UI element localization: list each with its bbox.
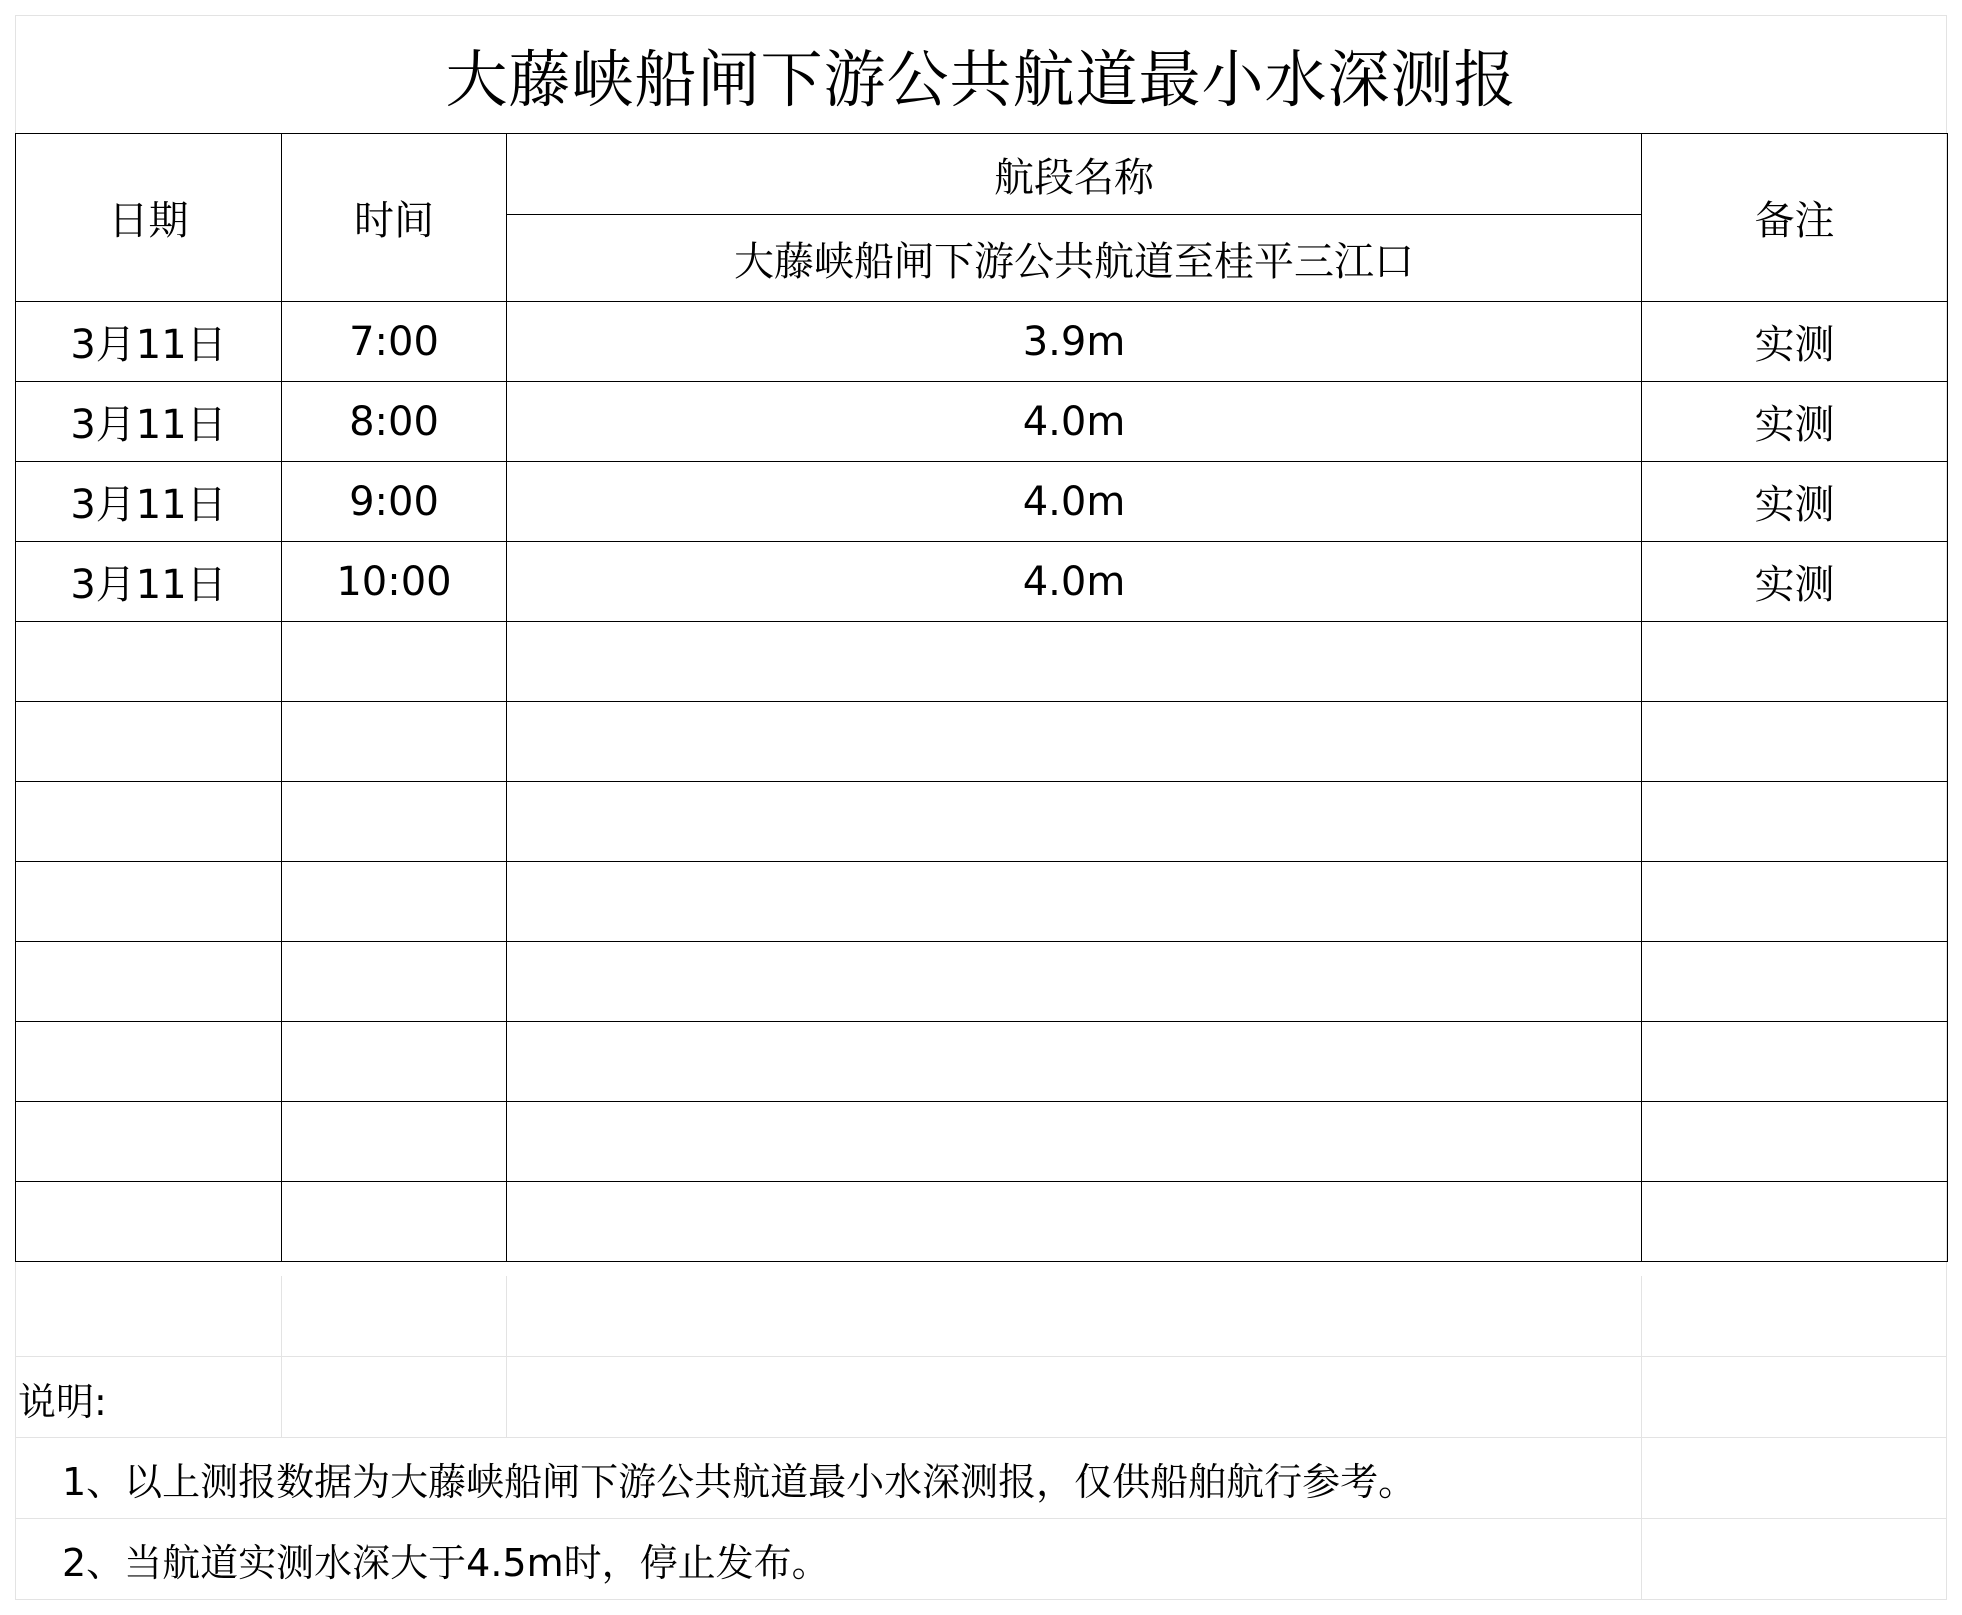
remark-cell	[1642, 702, 1948, 782]
time-cell	[282, 862, 507, 942]
time-cell	[282, 1102, 507, 1182]
remark-cell	[1642, 1182, 1948, 1262]
time-cell	[282, 782, 507, 862]
date-cell	[16, 702, 282, 782]
table-row	[16, 942, 1948, 1022]
remark-cell	[1642, 862, 1948, 942]
date-cell	[16, 1182, 282, 1262]
remark-cell: 实测	[1642, 382, 1948, 462]
date-cell: 3月11日	[16, 542, 282, 622]
header-segment-name: 大藤峡船闸下游公共航道至桂平三江口	[507, 215, 1642, 302]
date-cell	[16, 862, 282, 942]
depth-cell	[507, 782, 1642, 862]
date-cell	[16, 1022, 282, 1102]
table-row	[16, 622, 1948, 702]
remark-cell	[1642, 1102, 1948, 1182]
time-cell: 9:00	[282, 462, 507, 542]
table-row	[16, 702, 1948, 782]
depth-cell: 4.0m	[507, 382, 1642, 462]
date-cell: 3月11日	[16, 302, 282, 382]
remark-cell: 实测	[1642, 302, 1948, 382]
date-cell: 3月11日	[16, 382, 282, 462]
remark-cell	[1642, 942, 1948, 1022]
time-cell: 8:00	[282, 382, 507, 462]
table-row	[16, 862, 1948, 942]
time-cell	[282, 942, 507, 1022]
time-cell: 10:00	[282, 542, 507, 622]
header-time: 时间	[282, 134, 507, 302]
date-cell	[16, 942, 282, 1022]
gridline	[15, 1356, 1947, 1357]
notes-heading: 说明:	[18, 1379, 107, 1424]
date-cell: 3月11日	[16, 462, 282, 542]
note-item-1: 1、以上测报数据为大藤峡船闸下游公共航道最小水深测报，仅供船舶航行参考。	[62, 1459, 1417, 1504]
date-cell	[16, 782, 282, 862]
remark-cell: 实测	[1642, 462, 1948, 542]
time-cell	[282, 1022, 507, 1102]
depth-cell	[507, 622, 1642, 702]
header-remark: 备注	[1642, 134, 1948, 302]
depth-cell	[507, 1102, 1642, 1182]
table-row	[16, 382, 1948, 462]
remark-cell	[1642, 622, 1948, 702]
table-row	[16, 1022, 1948, 1102]
gridline	[1641, 1276, 1642, 1600]
depth-cell	[507, 1182, 1642, 1262]
date-cell	[16, 622, 282, 702]
table-row	[16, 302, 1948, 382]
remark-cell	[1642, 782, 1948, 862]
table-row	[16, 1102, 1948, 1182]
depth-cell	[507, 702, 1642, 782]
depth-report-table	[15, 133, 1948, 1262]
table-row	[16, 462, 1948, 542]
depth-cell: 4.0m	[507, 462, 1642, 542]
remark-cell	[1642, 1022, 1948, 1102]
depth-cell: 3.9m	[507, 302, 1642, 382]
depth-cell	[507, 1022, 1642, 1102]
time-cell: 7:00	[282, 302, 507, 382]
note-item-2: 2、当航道实测水深大于4.5m时，停止发布。	[62, 1540, 830, 1585]
header-segment-group: 航段名称	[507, 134, 1642, 215]
gridline	[15, 1599, 1947, 1600]
table-row	[16, 1182, 1948, 1262]
header-date: 日期	[16, 134, 282, 302]
gridline	[281, 1276, 282, 1437]
header-row	[16, 134, 1948, 215]
table-row	[16, 782, 1948, 862]
time-cell	[282, 1182, 507, 1262]
report-title: 大藤峡船闸下游公共航道最小水深测报	[445, 42, 1517, 116]
time-cell	[282, 622, 507, 702]
gridline	[506, 1276, 507, 1437]
depth-cell	[507, 862, 1642, 942]
date-cell	[16, 1102, 282, 1182]
table-row	[16, 542, 1948, 622]
remark-cell: 实测	[1642, 542, 1948, 622]
depth-cell: 4.0m	[507, 542, 1642, 622]
depth-cell	[507, 942, 1642, 1022]
time-cell	[282, 702, 507, 782]
